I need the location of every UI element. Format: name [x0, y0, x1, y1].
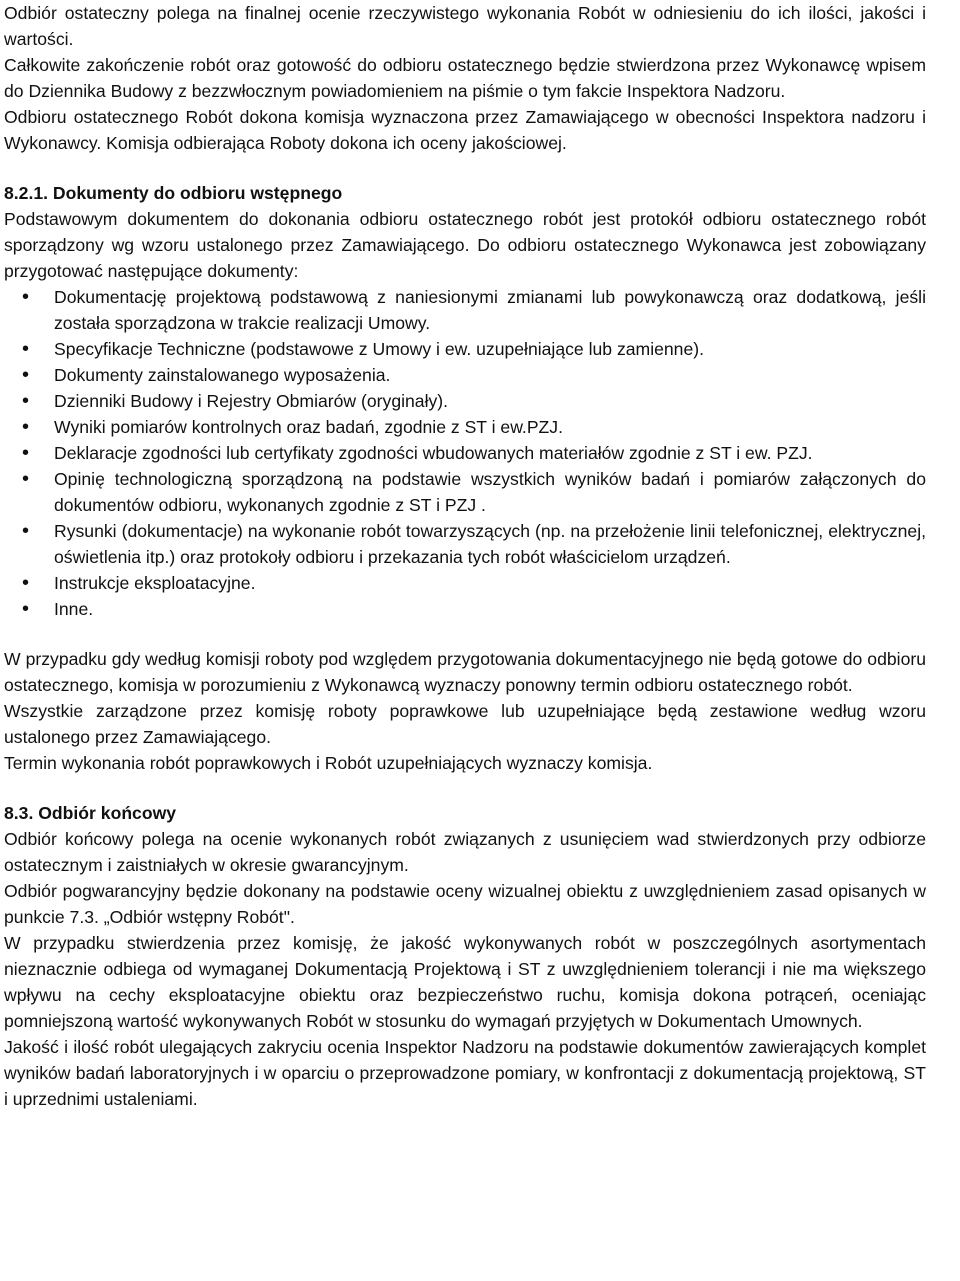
- list-item: • Dokumenty zainstalowanego wyposażenia.: [4, 362, 926, 388]
- spacer: [4, 622, 926, 646]
- list-item: • Wyniki pomiarów kontrolnych oraz badań, zgodnie z ST i ew.PZJ.: [4, 414, 926, 440]
- section-83-paragraph-1: Odbiór końcowy polega na ocenie wykonanych robót związanych z usunięciem wad stwierdzonych przy odbiorze ostatecznym i zaistniałych w okresie gwarancyjnym.: [4, 829, 926, 875]
- spacer: [4, 776, 926, 800]
- list-item: • Instrukcje eksploatacyjne.: [4, 570, 926, 596]
- section-821-intro: Podstawowym dokumentem do dokonania odbioru ostatecznego robót jest protokół odbioru ostatecznego robót sporządzony wg wzoru ustalonego przez Zamawiającego. Do odbioru ostatecznego Wykonawca jest zobowiązany przygotować następujące dokumenty:: [4, 209, 926, 281]
- required-documents-list: [4, 284, 926, 622]
- list-item: • Inne.: [4, 596, 926, 622]
- section-821-after-2: Wszystkie zarządzone przez komisję roboty poprawkowe lub uzupełniające będą zestawione według wzoru ustalonego przez Zamawiającego.: [4, 701, 926, 747]
- section-83-paragraph-4: Jakość i ilość robót ulegających zakryciu ocenia Inspektor Nadzoru na podstawie dokumentów zawierających komplet wyników badań laboratoryjnych i w oparciu o przeprowadzone pomiary, w konfrontacji z dokumentacją projektową, ST i uprzednimi ustaleniami.: [4, 1037, 926, 1109]
- section-83-paragraph-2: Odbiór pogwarancyjny będzie dokonany na podstawie oceny wizualnej obiektu z uwzględnieniem zasad opisanych w punkcie 7.3. „Odbiór wstępny Robót".: [4, 881, 926, 927]
- list-item: • Deklaracje zgodności lub certyfikaty zgodności wbudowanych materiałów zgodnie z ST i ew. PZJ.: [4, 440, 926, 466]
- intro-paragraph-2: Całkowite zakończenie robót oraz gotowość do odbioru ostatecznego będzie stwierdzona przez Wykonawcę wpisem do Dziennika Budowy z bezzwłocznym powiadomieniem na piśmie o tym fakcie Inspektora Nadzoru.: [4, 55, 926, 101]
- list-item: • Opinię technologiczną sporządzoną na podstawie wszystkich wyników badań i pomiarów załączonych do dokumentów odbioru, wykonanych zgodnie z ST i PZJ .: [4, 466, 926, 518]
- list-item: • Dzienniki Budowy i Rejestry Obmiarów (oryginały).: [4, 388, 926, 414]
- list-item: • Rysunki (dokumentacje) na wykonanie robót towarzyszących (np. na przełożenie linii telefonicznej, elektrycznej, oświetlenia itp.) oraz protokoły odbioru i przekazania tych robót właścicielom urządzeń.: [4, 518, 926, 570]
- section-83-paragraph-3: W przypadku stwierdzenia przez komisję, że jakość wykonywanych robót w poszczególnych asortymentach nieznacznie odbiega od wymaganej Dokumentacją Projektową i ST z uwzględnieniem tolerancji i nie ma większego wpływu na cechy eksploatacyjne obiektu oraz bezpieczeństwo ruchu, komisja dokona potrąceń, oceniając pomniejszoną wartość wykonywanych Robót w stosunku do wymagań przyjętych w Dokumentach Umownych.: [4, 933, 926, 1031]
- list-item: • Dokumentację projektową podstawową z naniesionymi zmianami lub powykonawczą oraz dodatkową, jeśli została sporządzona w trakcie realizacji Umowy.: [4, 284, 926, 336]
- intro-paragraph-3: Odbioru ostatecznego Robót dokona komisja wyznaczona przez Zamawiającego w obecności Inspektora nadzoru i Wykonawcy. Komisja odbierająca Roboty dokona ich oceny jakościowej.: [4, 107, 926, 153]
- section-heading-821: 8.2.1. Dokumenty do odbioru wstępnego: [4, 183, 343, 203]
- intro-paragraph-1: Odbiór ostateczny polega na finalnej ocenie rzeczywistego wykonania Robót w odniesieniu do ich ilości, jakości i wartości.: [4, 3, 926, 49]
- section-heading-83: 8.3. Odbiór końcowy: [4, 803, 177, 823]
- section-821-after-3: Termin wykonania robót poprawkowych i Robót uzupełniających wyznaczy komisja.: [4, 753, 653, 773]
- spacer: [4, 156, 926, 180]
- section-821-after-1: W przypadku gdy według komisji roboty pod względem przygotowania dokumentacyjnego nie będą gotowe do odbioru ostatecznego, komisja w porozumieniu z Wykonawcą wyznaczy ponowny termin odbioru ostatecznego robót.: [4, 649, 926, 695]
- list-item: • Specyfikacje Techniczne (podstawowe z Umowy i ew. uzupełniające lub zamienne).: [4, 336, 926, 362]
- document-page: [4, 0, 926, 1112]
